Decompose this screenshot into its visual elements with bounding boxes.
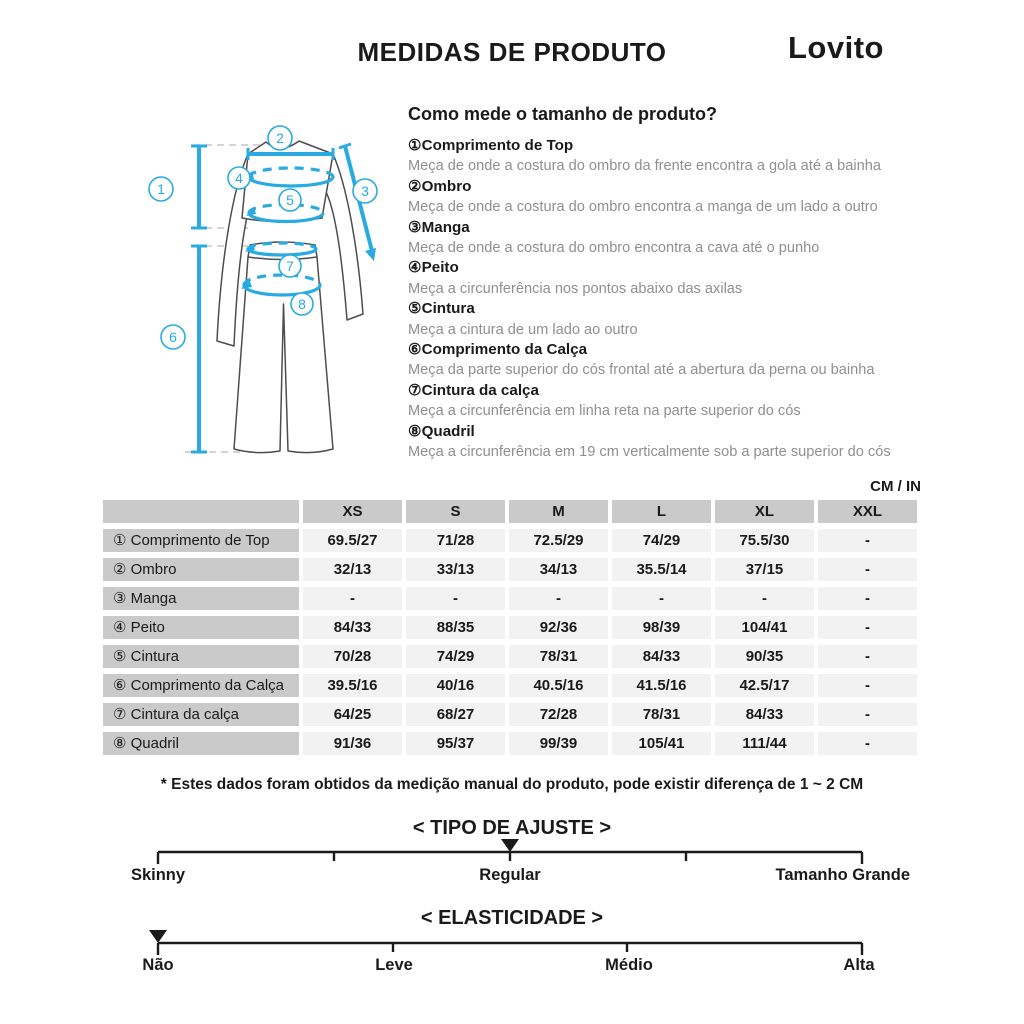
cell: - — [818, 645, 917, 668]
cell: - — [818, 616, 917, 639]
svg-text:1: 1 — [157, 181, 165, 197]
fit-marker-triangle — [501, 839, 519, 852]
cell: - — [818, 732, 917, 755]
fit-scale-heading: < TIPO DE AJUSTE > — [412, 817, 612, 839]
measure-term: ①Comprimento de Top — [408, 137, 574, 154]
fit-label-skinny: Skinny — [130, 866, 186, 884]
cell: 33/13 — [406, 558, 505, 581]
howto-item — [408, 136, 968, 177]
elasticity-scale — [130, 924, 910, 969]
measure-term: ⑦Cintura da calça — [408, 381, 539, 399]
row-label: ① Comprimento de Top — [103, 529, 299, 552]
elasticity-scale-heading: < ELASTICIDADE > — [420, 907, 604, 929]
cell: 39.5/16 — [303, 674, 402, 697]
measure-desc: Meça a circunferência nos pontos abaixo das axilas — [408, 280, 743, 297]
column-header: L — [612, 500, 711, 523]
elasticity-label-leve: Leve — [375, 956, 413, 974]
cell: 78/31 — [509, 645, 608, 668]
row-label: ② Ombro — [103, 558, 299, 581]
measure-term: ③Manga — [408, 218, 470, 236]
cell: 105/41 — [612, 732, 711, 755]
svg-text:8: 8 — [298, 296, 306, 312]
measure-desc: Meça de onde a costura do ombro encontra a cava até o punho — [408, 240, 820, 257]
page-title: MEDIDAS DE PRODUTO — [357, 37, 667, 67]
howto-section — [408, 104, 968, 463]
measure-desc: Meça a cintura de um lado ao outro — [408, 321, 638, 338]
fit-label-tamanho-grande: Tamanho Grande — [775, 866, 910, 884]
size-table — [103, 500, 917, 755]
howto-item — [408, 422, 968, 463]
measure-term: ④Peito — [408, 259, 459, 277]
cell: 72/28 — [509, 703, 608, 726]
cell: - — [818, 529, 917, 552]
cell: 91/36 — [303, 732, 402, 755]
elasticity-marker-triangle — [149, 930, 167, 943]
column-header: XL — [715, 500, 814, 523]
cell: 64/25 — [303, 703, 402, 726]
svg-text:4: 4 — [235, 170, 243, 186]
cell: 34/13 — [509, 558, 608, 581]
cell: - — [818, 674, 917, 697]
row-label: ⑧ Quadril — [103, 732, 299, 755]
cell: 95/37 — [406, 732, 505, 755]
cell: 35.5/14 — [612, 558, 711, 581]
measure-desc: Meça da parte superior do cós frontal até a abertura da perna ou bainha — [408, 362, 875, 379]
measure-term: ②Ombro — [408, 177, 472, 195]
cell: - — [818, 587, 917, 610]
measure-term: ⑤Cintura — [408, 300, 475, 318]
cell: 37/15 — [715, 558, 814, 581]
howto-item — [408, 258, 968, 299]
marker-4 — [228, 167, 250, 189]
cell: 98/39 — [612, 616, 711, 639]
column-header: XS — [303, 500, 402, 523]
cell: 32/13 — [303, 558, 402, 581]
cell: 68/27 — [406, 703, 505, 726]
measure-desc: Meça de onde a costura do ombro encontra a manga de um lado a outro — [408, 199, 878, 216]
cell: 42.5/17 — [715, 674, 814, 697]
column-header: XXL — [818, 500, 917, 523]
svg-text:3: 3 — [361, 183, 369, 199]
unit-label: CM / IN — [870, 478, 921, 495]
elasticity-label-medio: Médio — [605, 956, 653, 974]
cell: 88/35 — [406, 616, 505, 639]
cell: 40.5/16 — [509, 674, 608, 697]
cell: 111/44 — [715, 732, 814, 755]
cell: 41.5/16 — [612, 674, 711, 697]
brand-logo: Lovito — [788, 30, 884, 65]
marker-1 — [149, 177, 173, 201]
row-label: ③ Manga — [103, 587, 299, 610]
fit-label-regular: Regular — [479, 866, 541, 884]
row-label: ④ Peito — [103, 616, 299, 639]
cell: - — [303, 587, 402, 610]
measure-desc: Meça de onde a costura do ombro da frente encontra a gola até a bainha — [408, 158, 881, 175]
svg-text:2: 2 — [276, 130, 284, 146]
cell: 99/39 — [509, 732, 608, 755]
howto-item — [408, 381, 968, 422]
cell: 74/29 — [612, 529, 711, 552]
cell: 74/29 — [406, 645, 505, 668]
row-label: ⑥ Comprimento da Calça — [103, 674, 299, 697]
svg-text:6: 6 — [169, 329, 177, 345]
marker-2 — [268, 126, 292, 150]
row-label: ⑤ Cintura — [103, 645, 299, 668]
cell: 72.5/29 — [509, 529, 608, 552]
cell: 104/41 — [715, 616, 814, 639]
howto-item — [408, 340, 968, 381]
marker-6 — [161, 325, 185, 349]
cell: 78/31 — [612, 703, 711, 726]
row-label: ⑦ Cintura da calça — [103, 703, 299, 726]
cell: 70/28 — [303, 645, 402, 668]
cell: 92/36 — [509, 616, 608, 639]
cell: 71/28 — [406, 529, 505, 552]
measure-desc: Meça a circunferência em linha reta na parte superior do cós — [408, 403, 801, 420]
marker-8 — [291, 293, 313, 315]
measure-term: ⑥Comprimento da Calça — [408, 341, 588, 359]
cell: 84/33 — [303, 616, 402, 639]
howto-heading: Como mede o tamanho de produto? — [408, 104, 717, 124]
howto-item — [408, 299, 968, 340]
cell: - — [612, 587, 711, 610]
svg-text:5: 5 — [286, 192, 294, 208]
column-header: S — [406, 500, 505, 523]
cell: - — [406, 587, 505, 610]
cell: 90/35 — [715, 645, 814, 668]
svg-text:7: 7 — [286, 258, 294, 274]
cell: - — [715, 587, 814, 610]
measure-desc: Meça a circunferência em 19 cm verticalmente sob a parte superior do cós — [408, 444, 891, 461]
measure-term: ⑧Quadril — [408, 422, 475, 440]
cell: 84/33 — [715, 703, 814, 726]
elasticity-label-nao: Não — [142, 956, 174, 974]
cell: 84/33 — [612, 645, 711, 668]
disclaimer-note: * Estes dados foram obtidos da medição manual do produto, pode existir diferença de 1 ~ 2 CM — [160, 776, 864, 793]
howto-item — [408, 177, 968, 218]
howto-item — [408, 218, 968, 259]
cell: 40/16 — [406, 674, 505, 697]
cell: - — [818, 558, 917, 581]
marker-3 — [353, 179, 377, 203]
elasticity-label-alta: Alta — [843, 956, 875, 974]
marker-5 — [279, 189, 301, 211]
table-corner-cell — [103, 500, 299, 523]
clothing-measurement-diagram — [130, 108, 415, 493]
cell: - — [818, 703, 917, 726]
marker-7 — [279, 255, 301, 277]
cell: 75.5/30 — [715, 529, 814, 552]
cell: - — [509, 587, 608, 610]
cell: 69.5/27 — [303, 529, 402, 552]
column-header: M — [509, 500, 608, 523]
